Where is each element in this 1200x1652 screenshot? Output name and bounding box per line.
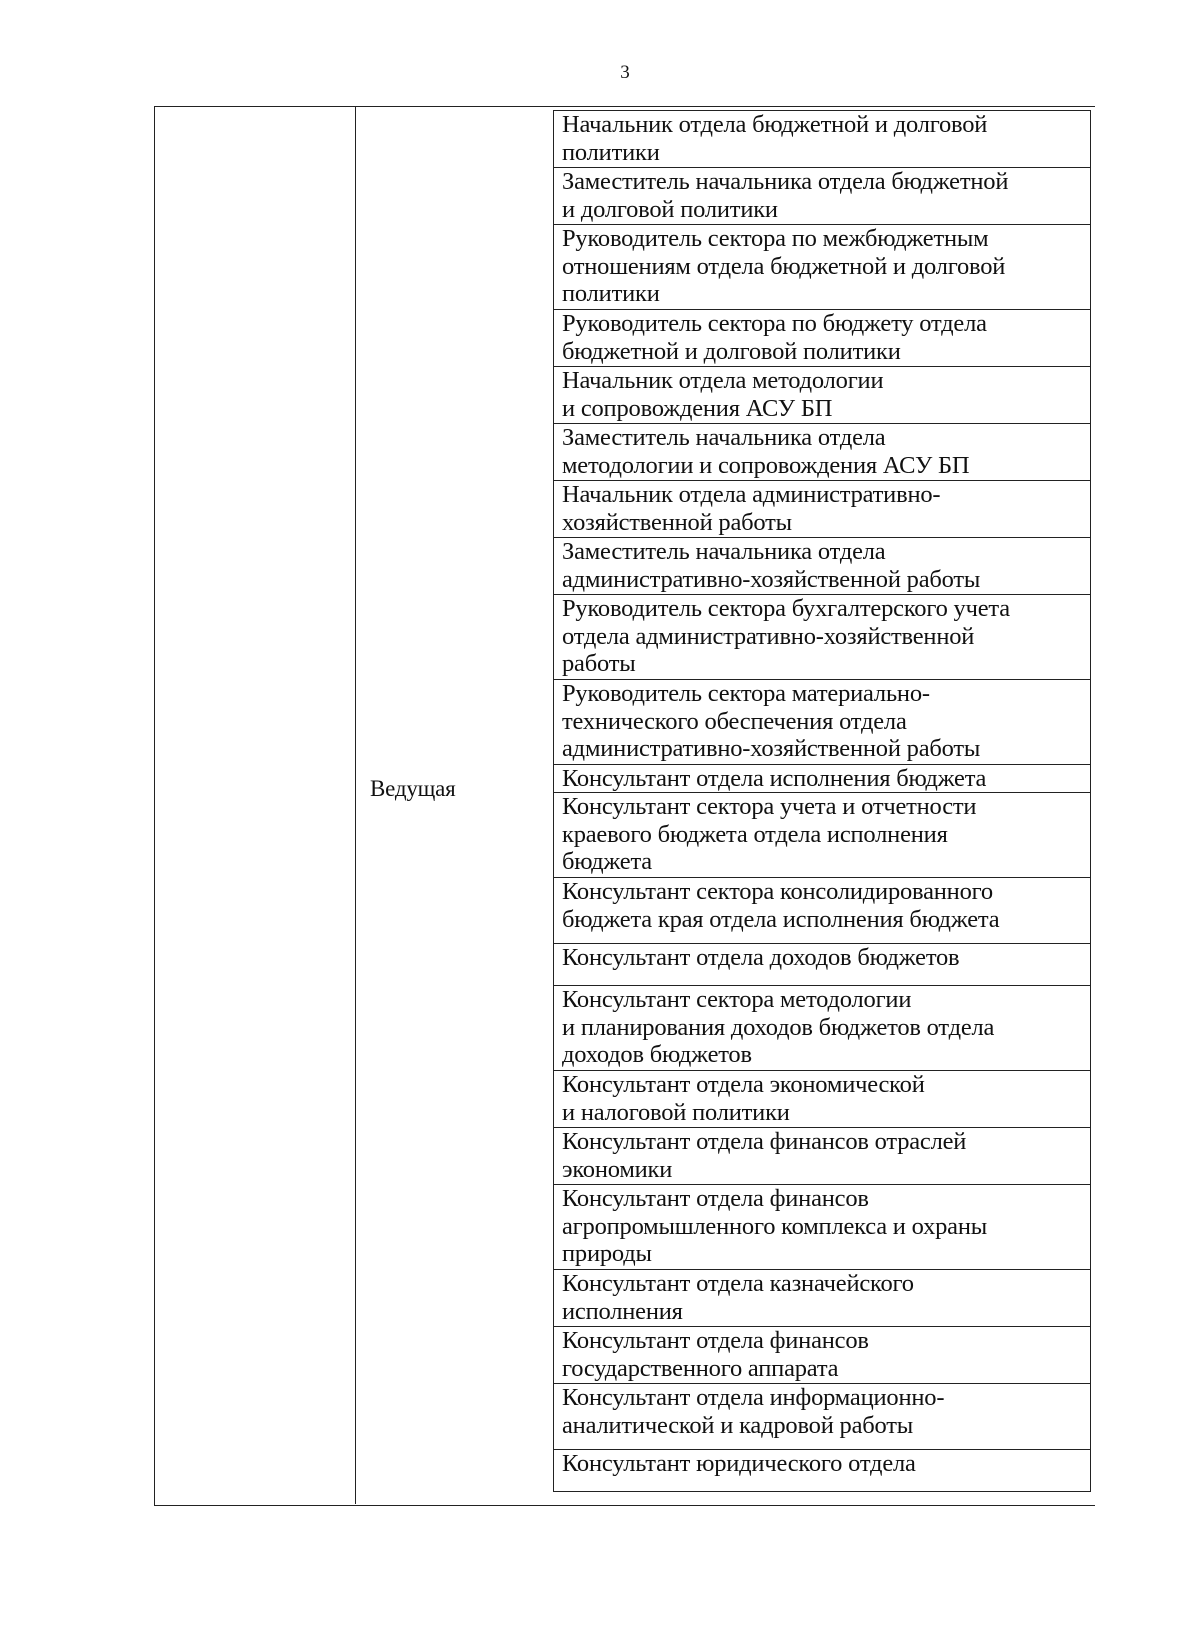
position-line: Консультант отдела казначейского <box>562 1270 914 1297</box>
position-line: Консультант сектора учета и отчетности <box>562 793 977 820</box>
position-line: краевого бюджета отдела исполнения <box>562 820 948 848</box>
table-row <box>554 680 1090 765</box>
table-row <box>554 168 1090 225</box>
position-line: Консультант отдела информационно- <box>562 1384 945 1411</box>
table-row <box>554 1071 1090 1128</box>
position-line: Руководитель сектора по бюджету отдела <box>562 310 987 337</box>
position-line: государственного аппарата <box>562 1354 839 1382</box>
position-line: бюджета края отдела исполнения бюджета <box>562 905 1000 933</box>
position-line: Консультант отдела финансов <box>562 1327 869 1354</box>
table-row <box>554 111 1090 168</box>
position-line: Консультант отдела экономической <box>562 1071 925 1098</box>
position-line: отдела административно-хозяйственной <box>562 622 975 650</box>
position-line: и долговой политики <box>562 195 778 223</box>
position-line: экономики <box>562 1155 673 1183</box>
position-line: доходов бюджетов <box>562 1041 752 1068</box>
positions-column <box>553 110 1091 1492</box>
position-line: природы <box>562 1240 652 1267</box>
table-row <box>554 424 1090 481</box>
table-row <box>554 1185 1090 1270</box>
position-line: Консультант отдела доходов бюджетов <box>562 944 960 971</box>
table-row <box>554 1128 1090 1185</box>
position-line: отношениям отдела бюджетной и долговой <box>562 252 1006 280</box>
table-row <box>554 225 1090 310</box>
position-line: политики <box>562 138 660 166</box>
position-line: Консультант сектора методологии <box>562 986 912 1013</box>
position-line: Начальник отдела методологии <box>562 367 884 394</box>
position-line: методологии и сопровождения АСУ БП <box>562 451 970 479</box>
position-line: работы <box>562 650 636 677</box>
position-line: Заместитель начальника отдела бюджетной <box>562 168 1009 195</box>
position-line: агропромышленного комплекса и охраны <box>562 1212 988 1240</box>
position-line: административно-хозяйственной работы <box>562 735 981 762</box>
position-line: Консультант отдела исполнения бюджета <box>562 765 987 792</box>
position-line: Консультант отдела финансов отраслей <box>562 1128 967 1155</box>
table-row <box>554 1327 1090 1384</box>
position-line: Руководитель сектора материально- <box>562 680 930 707</box>
table-row <box>554 1270 1090 1327</box>
position-line: и планирования доходов бюджетов отдела <box>562 1013 995 1041</box>
position-line: административно-хозяйственной работы <box>562 565 981 593</box>
page-number: 3 <box>620 62 630 83</box>
table-row <box>554 793 1090 878</box>
table-row <box>554 367 1090 424</box>
position-line: аналитической и кадровой работы <box>562 1411 914 1439</box>
position-line: хозяйственной работы <box>562 508 792 536</box>
table-row <box>554 878 1090 944</box>
table-row <box>554 595 1090 680</box>
position-line: Начальник отдела бюджетной и долговой <box>562 111 988 138</box>
table-row <box>554 944 1090 986</box>
position-line: Заместитель начальника отдела <box>562 538 886 565</box>
position-line: Консультант сектора консолидированного <box>562 878 993 905</box>
table-row <box>554 1450 1090 1492</box>
table-row <box>554 481 1090 538</box>
position-line: технического обеспечения отдела <box>562 707 907 735</box>
table-row <box>554 538 1090 595</box>
position-line: Руководитель сектора бухгалтерского учета <box>562 595 1010 622</box>
position-line: и налоговой политики <box>562 1098 790 1126</box>
table-row <box>554 310 1090 367</box>
table-row <box>554 1384 1090 1450</box>
category-label: Ведущая <box>370 776 456 801</box>
position-line: Начальник отдела административно- <box>562 481 941 508</box>
position-line: Консультант отдела финансов <box>562 1185 869 1212</box>
position-line: бюджета <box>562 848 652 875</box>
column-divider <box>355 106 356 1504</box>
position-line: и сопровождения АСУ БП <box>562 394 833 422</box>
position-line: исполнения <box>562 1297 683 1325</box>
position-line: бюджетной и долговой политики <box>562 337 901 365</box>
position-line: Руководитель сектора по межбюджетным <box>562 225 989 252</box>
position-line: Консультант юридического отдела <box>562 1450 916 1477</box>
table-row <box>554 986 1090 1071</box>
table-row <box>554 765 1090 793</box>
position-line: политики <box>562 280 660 307</box>
position-line: Заместитель начальника отдела <box>562 424 886 451</box>
